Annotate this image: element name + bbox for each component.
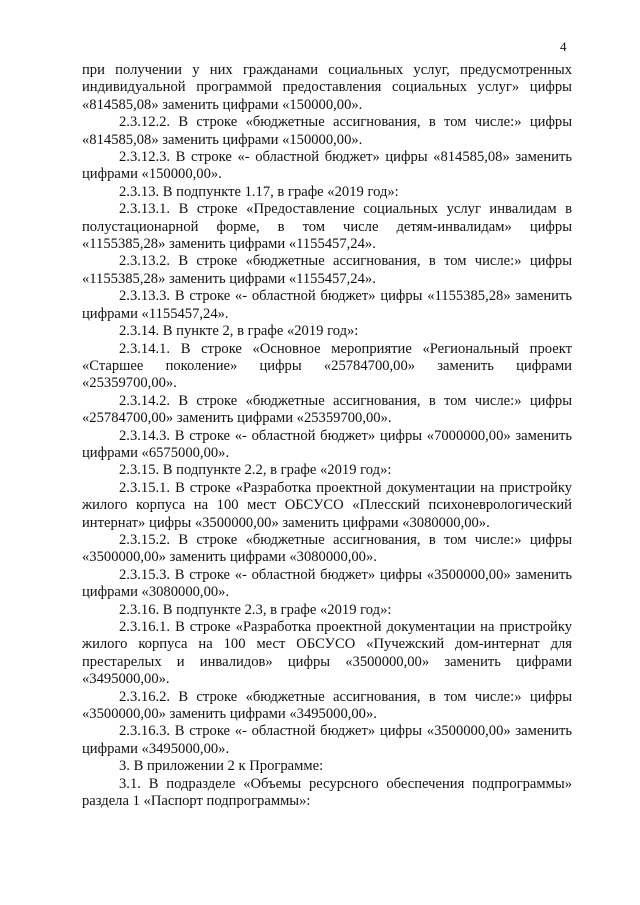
- paragraph: 2.3.13.2. В строке «бюджетные ассигнования, в том числе:» цифры «1155385,28» заменить цифрами «1155457,24».: [82, 253, 572, 287]
- paragraph: 2.3.15.3. В строке «- областной бюджет» цифры «3500000,00» заменить цифрами «3080000,00».: [82, 566, 572, 601]
- paragraph: 2.3.14.1. В строке «Основное мероприятие «Региональный проект «Старшее поколение» цифры «25784700,00» заменить цифрами «25359700,00».: [82, 340, 572, 392]
- paragraph: 2.3.15. В подпункте 2.2, в графе «2019 год»:: [119, 462, 392, 479]
- paragraph: 2.3.14. В пункте 2, в графе «2019 год»:: [119, 323, 359, 340]
- paragraph: 2.3.12.2. В строке «бюджетные ассигнования, в том числе:» цифры «814585,08» заменить цифрами «150000,00».: [82, 114, 572, 148]
- paragraph: 2.3.12.3. В строке «- областной бюджет» цифры «814585,08» заменить цифрами «150000,00».: [82, 149, 572, 183]
- paragraph: 2.3.13.1. В строке «Предоставление социальных услуг инвалидам в полустационарной форме, в том числе детям-инвалидам» цифры «1155385,28» заменить цифрами «1155457,24».: [82, 201, 572, 253]
- document-body: [82, 62, 572, 810]
- paragraph: 3. В приложении 2 к Программе:: [119, 758, 324, 775]
- paragraph: 2.3.16.3. В строке «- областной бюджет» цифры «3500000,00» заменить цифрами «3495000,00».: [82, 723, 572, 757]
- page-number: 4: [560, 39, 567, 54]
- paragraph: 2.3.14.3. В строке «- областной бюджет» цифры «7000000,00» заменить цифрами «6575000,00».: [82, 427, 572, 461]
- paragraph: при получении у них гражданами социальных услуг, предусмотренных индивидуальной программой предоставления социальных услуг» цифры «814585,08» заменить цифрами «150000,00».: [82, 62, 572, 113]
- paragraph: 2.3.16. В подпункте 2.3, в графе «2019 год»:: [119, 601, 392, 618]
- paragraph: 2.3.15.2. В строке «бюджетные ассигнования, в том числе:» цифры «3500000,00» заменить цифрами «3080000,00».: [82, 531, 572, 566]
- paragraph: 2.3.15.1. В строке «Разработка проектной документации на пристройку жилого корпуса на 100 мест ОБСУСО «Плесский психоневрологический интернат» цифры «3500000,00» заменить цифрами «3080000,00».: [82, 479, 572, 531]
- paragraph: 2.3.14.2. В строке «бюджетные ассигнования, в том числе:» цифры «25784700,00» заменить цифрами «25359700,00».: [82, 392, 572, 427]
- paragraph: 2.3.13. В подпункте 1.17, в графе «2019 год»:: [119, 183, 399, 200]
- paragraph: 2.3.13.3. В строке «- областной бюджет» цифры «1155385,28» заменить цифрами «1155457,24».: [82, 288, 572, 322]
- paragraph: 2.3.16.1. В строке «Разработка проектной документации на пристройку жилого корпуса на 100 мест ОБСУСО «Пучежский дом-интернат для престарелых и инвалидов» цифры «3500000,00» заменить цифрами «3495000,00».: [82, 619, 572, 688]
- paragraph: 3.1. В подразделе «Объемы ресурсного обеспечения подпрограммы» раздела 1 «Паспорт подпрограммы»:: [82, 775, 572, 810]
- paragraph: 2.3.16.2. В строке «бюджетные ассигнования, в том числе:» цифры «3500000,00» заменить цифрами «3495000,00».: [82, 688, 572, 723]
